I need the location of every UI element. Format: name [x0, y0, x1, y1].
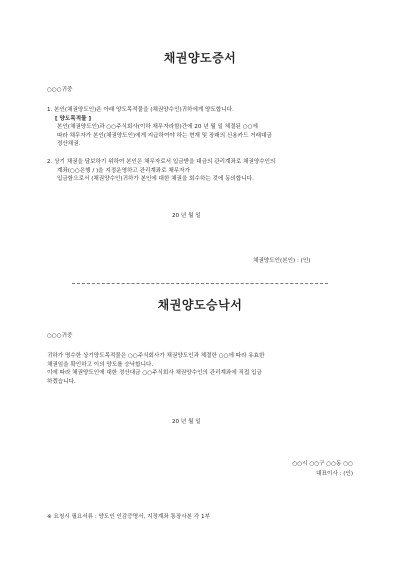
- footnote: ※ 요청시 필요서류 : 양도인 인감증명서, 지정계좌 통장사본 각 1부: [47, 514, 211, 520]
- cert1-recipient: ○○○귀중: [47, 87, 73, 93]
- cert1-item1-line2: 본인(채권양도인)과 ○○주식회사(이하 채무자라함)간에 20 년 월 일 체결된 ○○에: [57, 124, 258, 131]
- cert2-body: [47, 352, 264, 386]
- cert2-date: 20 년 월 일: [172, 419, 201, 425]
- cert1-date: 20 년 월 일: [172, 213, 201, 219]
- cert1-item1-line3: 따라 채무자가 본인(채권양도인)에게 지급하여야 하는 현재 및 장래의 신용카드 거래대금: [57, 132, 272, 139]
- cert2-body-line1: 귀하가 명수한 상기양도목적물은 ○○주식회사가 채권양도인과 체결한 ○○에 따라 유효한: [47, 353, 265, 359]
- cert1-item1-line4: 정산채권.: [57, 141, 81, 148]
- cert2-address: ○○시 ○○구 ○○동 ○○: [292, 461, 353, 467]
- cert2-body-line3: 이에 따라 채권양도인에 대한 정산대금 ○○주식회사 채권양수인의 관리계좌에 직접 입금: [47, 370, 262, 377]
- cert1-item1-line1: 1. 본인(채권양도인)은 아래 양도목적물을 (채권양수인)귀하에게 양도합니다.: [47, 107, 234, 113]
- cert1-item2-line3: 입금함으로서 (채권양수인)귀하가 본인에 대한 채권을 회수하는 것에 동의합니다.: [57, 176, 254, 183]
- cert1-signer: 채권양도인(본인) : (인): [253, 258, 311, 264]
- cert1-item2-line2: 계좌(○○은행 / )을 지정운영하고 관리계좌로 채무자가: [57, 167, 190, 174]
- cert1-item2-line1: 2. 상기 채권을 담보하기 위하여 본인은 채무자로서 입금받을 대금의 관리계좌로 채권양수인의: [47, 159, 276, 165]
- cert2-representative: 대표이사 : (인): [316, 471, 353, 477]
- cert2-body-line4: 하겠습니다.: [47, 378, 76, 385]
- cert1-item1: [47, 106, 272, 149]
- cert2-title: 채권양도승낙서: [157, 298, 243, 312]
- cert1-item2: [47, 158, 275, 184]
- cert1-target-header: [ 양도목적물 ]: [55, 115, 92, 122]
- cert2-body-line2: 채권임을 확인하고 이의 양도를 승낙합니다.: [47, 361, 154, 368]
- cert2-recipient: ○○○귀중: [47, 333, 73, 339]
- cert1-title: 채권양도증서: [163, 51, 237, 65]
- section-divider: [72, 283, 328, 284]
